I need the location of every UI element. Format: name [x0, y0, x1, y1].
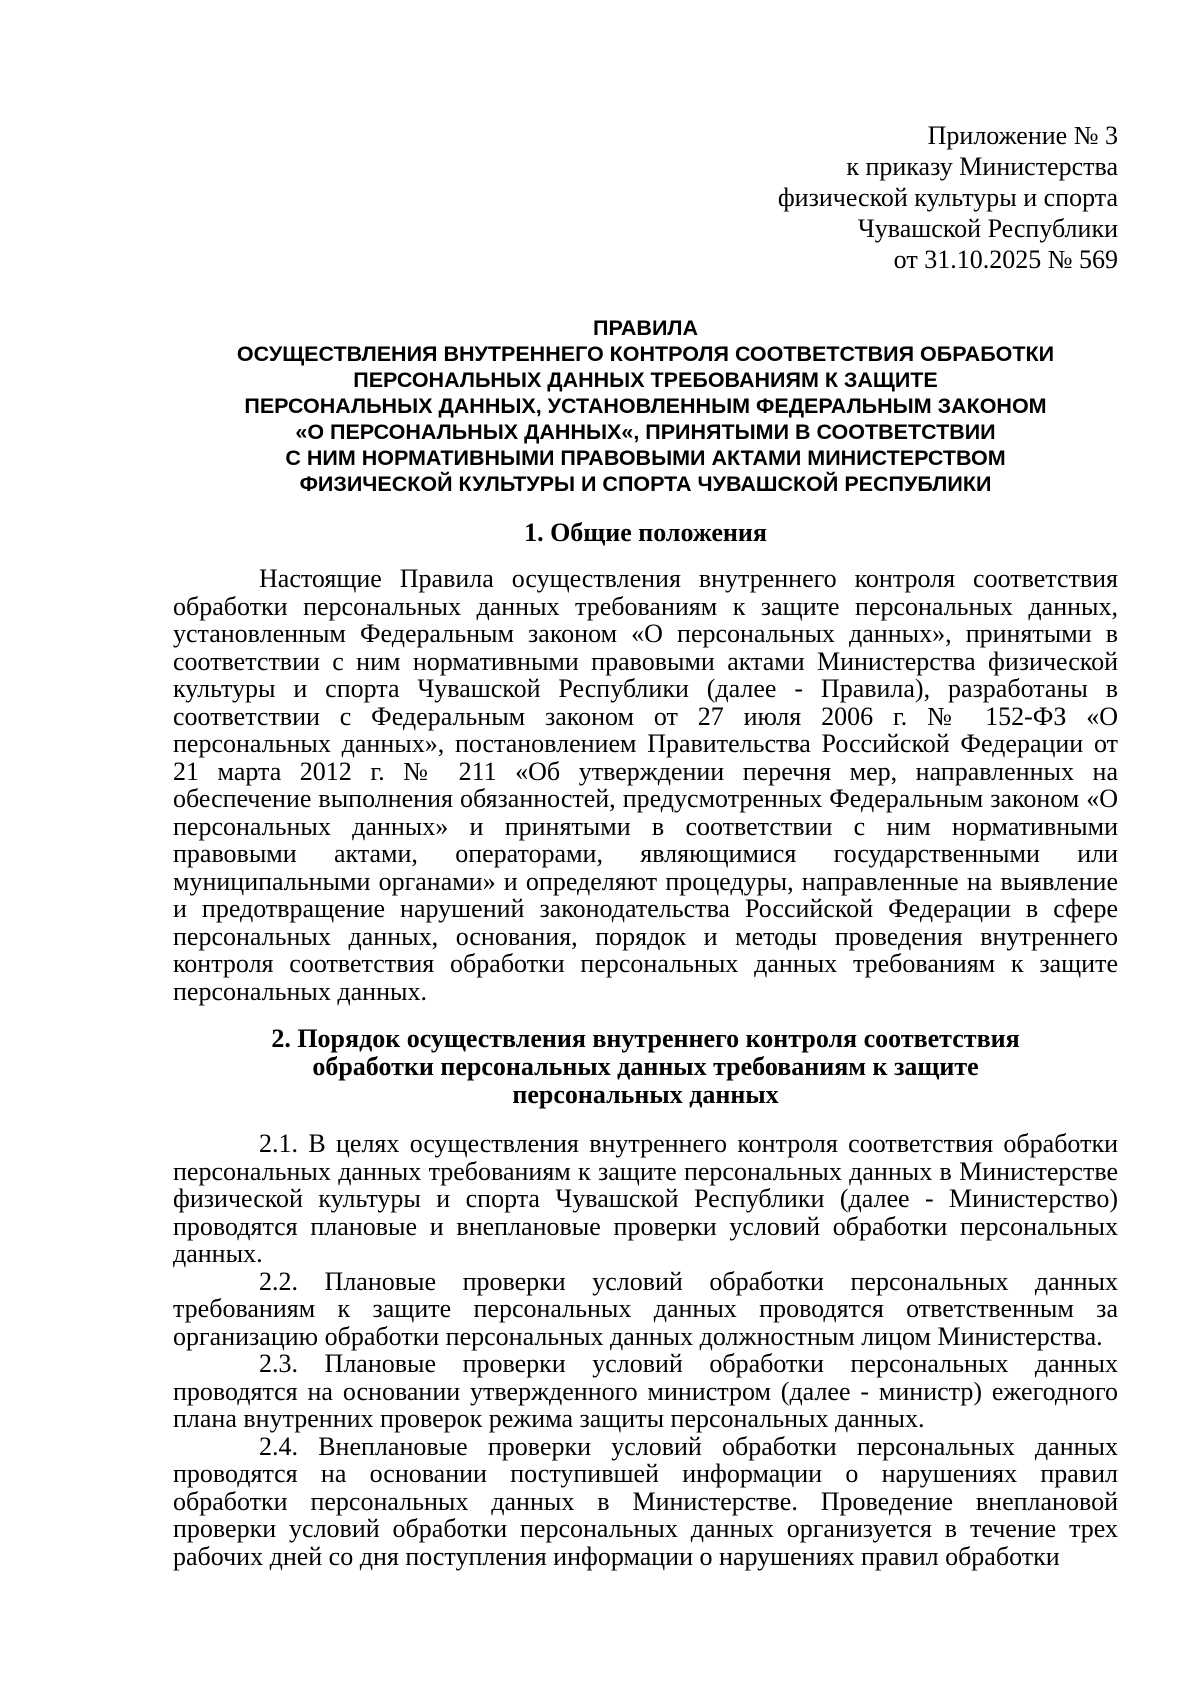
- appendix-line: физической культуры и спорта: [777, 183, 1118, 212]
- paragraph-2-4: 2.4. Внеплановые проверки условий обработки персональных данных проводятся на основании поступившей информации о нарушениях правил обработки персональных данных в Министерстве. Проведение внеплановой проверки условий обработки персональных данных организуется в течение трех рабочих дней со дня поступления информации о нарушениях правил обработки: [173, 1431, 1118, 1571]
- section-1-heading-text: 1. Общие положения: [524, 518, 767, 547]
- section-2-heading-line: обработки персональных данных требованиям к защите: [312, 1052, 979, 1081]
- title-line: ПЕРСОНАЛЬНЫХ ДАННЫХ ТРЕБОВАНИЯМ К ЗАЩИТЕ: [353, 368, 938, 392]
- title-line: ОСУЩЕСТВЛЕНИЯ ВНУТРЕННЕГО КОНТРОЛЯ СООТВЕТСТВИЯ ОБРАБОТКИ: [236, 342, 1055, 366]
- paragraph-2-2: 2.2. Плановые проверки условий обработки персональных данных требованиям к защите персональных данных проводятся ответственным за организацию обработки персональных данных должностным лицом Министерства.: [173, 1266, 1118, 1351]
- document-title: [173, 315, 1118, 497]
- title-line: «О ПЕРСОНАЛЬНЫХ ДАННЫХ«, ПРИНЯТЫМИ В СООТВЕТСТВИИ: [295, 420, 996, 444]
- paragraph-2-3: 2.3. Плановые проверки условий обработки персональных данных проводятся на основании утвержденного министром (далее - министр) ежегодного плана внутренних проверок режима защиты персональных данных.: [173, 1349, 1118, 1433]
- title-line: ПЕРСОНАЛЬНЫХ ДАННЫХ, УСТАНОВЛЕННЫМ ФЕДЕРАЛЬНЫМ ЗАКОНОМ: [244, 394, 1047, 418]
- title-line: ПРАВИЛА: [592, 316, 699, 340]
- appendix-line: от 31.10.2025 № 569: [893, 245, 1118, 274]
- appendix-line: Приложение № 3: [927, 121, 1118, 150]
- appendix-block: [173, 120, 1118, 275]
- paragraph-2-1: 2.1. В целях осуществления внутреннего контроля соответствия обработки персональных данных требованиям к защите персональных данных в Министерстве физической культуры и спорта Чувашской Республики (далее - Министерство) проводятся плановые и внеплановые проверки условий обработки персональных данных.: [173, 1129, 1118, 1268]
- title-line: ФИЗИЧЕСКОЙ КУЛЬТУРЫ И СПОРТА ЧУВАШСКОЙ РЕСПУБЛИКИ: [299, 472, 992, 496]
- section-2-heading-line: 2. Порядок осуществления внутреннего контроля соответствия: [271, 1024, 1020, 1053]
- title-line: С НИМ НОРМАТИВНЫМИ ПРАВОВЫМИ АКТАМИ МИНИСТЕРСТВОМ: [285, 446, 1006, 470]
- section-2-heading: [173, 1025, 1118, 1109]
- section-1-paragraph: Настоящие Правила осуществления внутреннего контроля соответствия обработки персональных данных требованиям к защите персональных данных, установленным Федеральным законом «О персональных данных», принятыми в соответствии с ним нормативными правовыми актами Министерства физической культуры и спорта Чувашской Республики (далее - Правила), разработаны в соответствии с Федеральным законом от 27 июля 2006 г. № 152-ФЗ «О персональных данных», постановлением Правительства Российской Федерации от 21 марта 2012 г. № 211 «Об утверждении перечня мер, направленных на обеспечение выполнения обязанностей, предусмотренных Федеральным законом «О персональных данных» и принятыми в соответствии с ним нормативными правовыми актами, операторами, являющимися государственными или муниципальными органами» и определяют процедуры, направленные на выявление и предотвращение нарушений законодательства Российской Федерации в сфере персональных данных, основания, порядок и методы проведения внутреннего контроля соответствия обработки персональных данных требованиям к защите персональных данных.: [173, 564, 1118, 1006]
- section-2-heading-line: персональных данных: [512, 1080, 779, 1109]
- appendix-line: к приказу Министерства: [846, 152, 1118, 181]
- appendix-line: Чувашской Республики: [857, 214, 1118, 243]
- section-1-heading: [173, 519, 1118, 547]
- document-page: [173, 120, 1118, 1570]
